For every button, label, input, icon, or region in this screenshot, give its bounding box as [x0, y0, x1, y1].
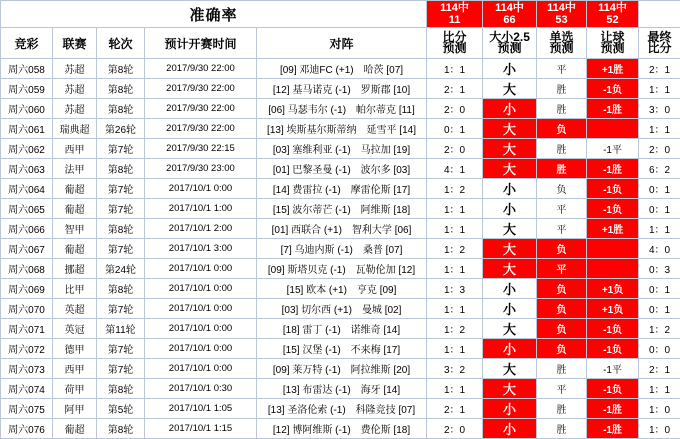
- row-single-prediction: 平: [537, 199, 587, 219]
- row-home-team: [01] 巴黎圣曼 (-1): [273, 165, 351, 176]
- row-final-score: 1：1: [639, 79, 680, 99]
- row-matchup: [257, 419, 427, 439]
- row-handicap-prediction: -1胜: [587, 99, 639, 119]
- col-header-single-prediction: [537, 28, 587, 59]
- col-header-handicap-prediction-line1: 让球: [587, 32, 638, 43]
- row-final-score: 0：1: [639, 179, 680, 199]
- row-id: 周六059: [1, 79, 53, 99]
- row-league: 西甲: [53, 359, 97, 379]
- col-header-league: 联赛: [53, 28, 97, 59]
- row-matchup: [257, 199, 427, 219]
- row-league: 德甲: [53, 339, 97, 359]
- row-league: 荷甲: [53, 379, 97, 399]
- row-home-team: [12] 基马诺克 (-1): [273, 85, 351, 96]
- row-away-team: 桑普 [07]: [363, 245, 402, 256]
- row-ou-prediction: 小: [483, 179, 537, 199]
- row-round: 第24轮: [97, 259, 145, 279]
- row-id: 周六063: [1, 159, 53, 179]
- row-matchup: [257, 359, 427, 379]
- row-time: 2017/10/1 0:00: [145, 259, 257, 279]
- row-handicap-prediction: -1负: [587, 379, 639, 399]
- row-handicap-prediction: -1胜: [587, 159, 639, 179]
- row-matchup: [257, 179, 427, 199]
- row-round: 第7轮: [97, 179, 145, 199]
- row-round: 第5轮: [97, 399, 145, 419]
- row-home-team: [09] 斯塔贝克 (-1): [268, 265, 346, 276]
- row-score-prediction: 1：2: [427, 179, 483, 199]
- accuracy-block-2-line2: 66: [483, 14, 536, 26]
- row-time: 2017/10/1 1:15: [145, 419, 257, 439]
- row-time: 2017/10/1 0:00: [145, 339, 257, 359]
- row-league: 西甲: [53, 139, 97, 159]
- row-round: 第26轮: [97, 119, 145, 139]
- row-handicap-prediction: -1负: [587, 79, 639, 99]
- accuracy-block-3: [537, 1, 587, 28]
- row-id: 周六065: [1, 199, 53, 219]
- row-id: 周六061: [1, 119, 53, 139]
- row-ou-prediction: 小: [483, 299, 537, 319]
- col-header-score-prediction-line1: 比分: [427, 32, 482, 43]
- row-handicap-prediction: -1负: [587, 199, 639, 219]
- row-round: 第8轮: [97, 419, 145, 439]
- col-header-single-prediction-line2: 预测: [537, 43, 586, 54]
- row-away-team: 费伦斯 [18]: [361, 425, 410, 436]
- row-handicap-prediction: -1负: [587, 179, 639, 199]
- row-round: 第8轮: [97, 59, 145, 79]
- row-away-team: 延雪平 [14]: [367, 125, 416, 136]
- accuracy-block-1-line2: 11: [427, 14, 482, 26]
- row-single-prediction: 负: [537, 119, 587, 139]
- row-league: 英超: [53, 299, 97, 319]
- row-id: 周六058: [1, 59, 53, 79]
- row-league: 葡超: [53, 199, 97, 219]
- row-away-team: 不来梅 [17]: [351, 345, 400, 356]
- row-score-prediction: 2：0: [427, 139, 483, 159]
- row-time: 2017/10/1 0:00: [145, 319, 257, 339]
- row-time: 2017/9/30 22:15: [145, 139, 257, 159]
- row-single-prediction: 平: [537, 259, 587, 279]
- row-round: 第7轮: [97, 339, 145, 359]
- row-time: 2017/10/1 0:00: [145, 279, 257, 299]
- row-ou-prediction: 大: [483, 319, 537, 339]
- row-id: 周六074: [1, 379, 53, 399]
- row-time: 2017/10/1 3:00: [145, 239, 257, 259]
- row-away-team: 哈茨 [07]: [364, 65, 403, 76]
- row-away-team: 阿维斯 [18]: [361, 205, 410, 216]
- row-id: 周六067: [1, 239, 53, 259]
- row-league: 葡超: [53, 419, 97, 439]
- accuracy-block-4-line2: 52: [587, 14, 638, 26]
- row-away-team: 波尔多 [03]: [361, 165, 410, 176]
- row-time: 2017/10/1 1:00: [145, 199, 257, 219]
- accuracy-block-2-line1: 114中: [483, 2, 536, 14]
- table-row[interactable]: [1, 119, 680, 139]
- accuracy-block-1-line1: 114中: [427, 2, 482, 14]
- row-matchup: [257, 279, 427, 299]
- row-time: 2017/9/30 22:00: [145, 99, 257, 119]
- row-away-team: 曼城 [02]: [362, 305, 401, 316]
- header-columns-row: [1, 28, 680, 59]
- table-row[interactable]: [1, 59, 680, 79]
- row-id: 周六072: [1, 339, 53, 359]
- col-header-time: 预计开赛时间: [145, 28, 257, 59]
- row-handicap-prediction: -1胜: [587, 399, 639, 419]
- row-final-score: 1：2: [639, 319, 680, 339]
- row-home-team: [12] 博阿维斯 (-1): [273, 425, 351, 436]
- row-handicap-prediction: +1胜: [587, 219, 639, 239]
- accuracy-block-4: [587, 1, 639, 28]
- table-row[interactable]: [1, 199, 680, 219]
- row-round: 第7轮: [97, 199, 145, 219]
- row-time: 2017/10/1 0:00: [145, 359, 257, 379]
- table-row[interactable]: [1, 219, 680, 239]
- row-matchup: [257, 59, 427, 79]
- row-matchup: [257, 79, 427, 99]
- row-score-prediction: 3：2: [427, 359, 483, 379]
- row-matchup: [257, 239, 427, 259]
- row-score-prediction: 2：1: [427, 79, 483, 99]
- row-final-score: 1：1: [639, 119, 680, 139]
- row-home-team: [13] 布雷达 (-1): [283, 385, 351, 396]
- row-round: 第7轮: [97, 359, 145, 379]
- row-handicap-prediction: +1胜: [587, 59, 639, 79]
- row-league: 苏超: [53, 79, 97, 99]
- row-score-prediction: 1：1: [427, 199, 483, 219]
- row-round: 第8轮: [97, 279, 145, 299]
- col-header-final-score-line1: 最终: [639, 32, 680, 43]
- row-id: 周六070: [1, 299, 53, 319]
- row-round: 第11轮: [97, 319, 145, 339]
- row-ou-prediction: 小: [483, 419, 537, 439]
- row-score-prediction: 1：1: [427, 339, 483, 359]
- row-matchup: [257, 399, 427, 419]
- row-matchup: [257, 139, 427, 159]
- row-matchup: [257, 299, 427, 319]
- row-league: 阿甲: [53, 399, 97, 419]
- row-ou-prediction: 大: [483, 259, 537, 279]
- row-final-score: 2：1: [639, 59, 680, 79]
- row-single-prediction: 平: [537, 219, 587, 239]
- accuracy-block-3-line1: 114中: [537, 2, 586, 14]
- row-ou-prediction: 小: [483, 199, 537, 219]
- row-score-prediction: 2：1: [427, 399, 483, 419]
- row-single-prediction: 胜: [537, 419, 587, 439]
- row-home-team: [03] 塞维利亚 (-1): [273, 145, 351, 156]
- row-matchup: [257, 159, 427, 179]
- row-round: 第7轮: [97, 299, 145, 319]
- row-away-team: 马拉加 [19]: [361, 145, 410, 156]
- col-header-final-score-line2: 比分: [639, 43, 680, 54]
- row-handicap-prediction: [587, 239, 639, 259]
- row-handicap-prediction: +1负: [587, 279, 639, 299]
- row-away-team: 摩雷伦斯 [17]: [351, 185, 410, 196]
- row-id: 周六071: [1, 319, 53, 339]
- table-row[interactable]: [1, 159, 680, 179]
- row-final-score: 4：0: [639, 239, 680, 259]
- table-row[interactable]: [1, 259, 680, 279]
- row-id: 周六064: [1, 179, 53, 199]
- row-round: 第8轮: [97, 79, 145, 99]
- row-ou-prediction: 大: [483, 239, 537, 259]
- row-ou-prediction: 小: [483, 339, 537, 359]
- table-row[interactable]: [1, 359, 680, 379]
- col-header-ou-prediction: [483, 28, 537, 59]
- row-final-score: 1：0: [639, 399, 680, 419]
- row-ou-prediction: 小: [483, 59, 537, 79]
- row-time: 2017/10/1 0:00: [145, 179, 257, 199]
- row-score-prediction: 1：1: [427, 379, 483, 399]
- table-row[interactable]: [1, 139, 680, 159]
- row-away-team: 帕尔蒂克 [11]: [356, 105, 415, 116]
- row-ou-prediction: 小: [483, 399, 537, 419]
- accuracy-block-3-line2: 53: [537, 14, 586, 26]
- row-final-score: 0：0: [639, 339, 680, 359]
- row-league: 苏超: [53, 59, 97, 79]
- col-header-matchup: 对阵: [257, 28, 427, 59]
- row-id: 周六068: [1, 259, 53, 279]
- table-row[interactable]: [1, 79, 680, 99]
- row-single-prediction: 胜: [537, 399, 587, 419]
- row-score-prediction: 1：1: [427, 219, 483, 239]
- row-handicap-prediction: -1平: [587, 359, 639, 379]
- row-away-team: 瓦勒伦加 [12]: [356, 265, 415, 276]
- row-id: 周六069: [1, 279, 53, 299]
- row-score-prediction: 2：0: [427, 99, 483, 119]
- row-matchup: [257, 119, 427, 139]
- table-row[interactable]: [1, 379, 680, 399]
- row-home-team: [7] 乌迪内斯 (-1): [281, 245, 353, 256]
- header-top-row: [1, 1, 680, 28]
- row-single-prediction: 胜: [537, 99, 587, 119]
- row-time: 2017/9/30 22:00: [145, 59, 257, 79]
- row-score-prediction: 1：3: [427, 279, 483, 299]
- col-header-single-prediction-line1: 单选: [537, 32, 586, 43]
- row-score-prediction: 0：1: [427, 119, 483, 139]
- row-home-team: [09] 邓迪FC (+1): [280, 65, 354, 76]
- row-final-score: 1：0: [639, 419, 680, 439]
- row-home-team: [15] 汉堡 (-1): [283, 345, 341, 356]
- row-final-score: 0：1: [639, 199, 680, 219]
- row-league: 智甲: [53, 219, 97, 239]
- page-title: 准确率: [1, 1, 427, 28]
- row-ou-prediction: 大: [483, 139, 537, 159]
- row-final-score: 2：0: [639, 139, 680, 159]
- row-final-score: 6：2: [639, 159, 680, 179]
- row-time: 2017/10/1 2:00: [145, 219, 257, 239]
- row-league: 比甲: [53, 279, 97, 299]
- table-row[interactable]: [1, 99, 680, 119]
- table-row[interactable]: [1, 279, 680, 299]
- row-single-prediction: 负: [537, 179, 587, 199]
- row-final-score: 0：3: [639, 259, 680, 279]
- accuracy-block-4-line1: 114中: [587, 2, 638, 14]
- col-header-final-score: [639, 28, 680, 59]
- row-ou-prediction: 大: [483, 119, 537, 139]
- table-row[interactable]: [1, 179, 680, 199]
- row-score-prediction: 1：1: [427, 59, 483, 79]
- col-header-ou-prediction-line2: 预测: [483, 43, 536, 54]
- row-home-team: [06] 马瑟韦尔 (-1): [268, 105, 346, 116]
- row-time: 2017/9/30 23:00: [145, 159, 257, 179]
- row-league: 葡超: [53, 179, 97, 199]
- row-score-prediction: 2：0: [427, 419, 483, 439]
- row-round: 第8轮: [97, 99, 145, 119]
- row-score-prediction: 1：1: [427, 299, 483, 319]
- row-handicap-prediction: -1胜: [587, 419, 639, 439]
- row-single-prediction: 负: [537, 339, 587, 359]
- row-score-prediction: 4：1: [427, 159, 483, 179]
- row-away-team: 诺维奇 [14]: [351, 325, 400, 336]
- row-final-score: 0：1: [639, 299, 680, 319]
- col-header-score-prediction: [427, 28, 483, 59]
- row-id: 周六060: [1, 99, 53, 119]
- col-header-jingcai: 竞彩: [1, 28, 53, 59]
- row-final-score: 2：1: [639, 359, 680, 379]
- row-round: 第8轮: [97, 219, 145, 239]
- row-id: 周六066: [1, 219, 53, 239]
- row-final-score: 0：1: [639, 279, 680, 299]
- row-single-prediction: 负: [537, 319, 587, 339]
- row-away-team: 智利大学 [06]: [352, 225, 411, 236]
- table-row[interactable]: [1, 419, 680, 439]
- row-matchup: [257, 259, 427, 279]
- row-ou-prediction: 大: [483, 219, 537, 239]
- col-header-ou-prediction-line1: 大小2.5: [483, 32, 536, 43]
- row-single-prediction: 负: [537, 239, 587, 259]
- row-final-score: 3：0: [639, 99, 680, 119]
- row-league: 英冠: [53, 319, 97, 339]
- row-matchup: [257, 219, 427, 239]
- row-home-team: [15] 欧本 (+1): [287, 285, 347, 296]
- row-matchup: [257, 339, 427, 359]
- row-final-score: 1：1: [639, 379, 680, 399]
- row-id: 周六076: [1, 419, 53, 439]
- row-single-prediction: 平: [537, 59, 587, 79]
- row-home-team: [15] 波尔蒂芒 (-1): [273, 205, 351, 216]
- row-final-score: 1：1: [639, 219, 680, 239]
- table-row[interactable]: [1, 299, 680, 319]
- row-league: 葡超: [53, 239, 97, 259]
- row-away-team: 亨克 [09]: [357, 285, 396, 296]
- row-away-team: 阿拉维斯 [20]: [351, 365, 410, 376]
- row-ou-prediction: 大: [483, 379, 537, 399]
- row-handicap-prediction: +1负: [587, 299, 639, 319]
- accuracy-block-1: [427, 1, 483, 28]
- col-header-handicap-prediction: [587, 28, 639, 59]
- row-round: 第8轮: [97, 379, 145, 399]
- row-home-team: [03] 切尔西 (+1): [282, 305, 352, 316]
- row-round: 第7轮: [97, 239, 145, 259]
- row-single-prediction: 负: [537, 279, 587, 299]
- row-ou-prediction: 小: [483, 99, 537, 119]
- row-home-team: [13] 圣洛伦索 (-1): [268, 405, 346, 416]
- accuracy-block-2: [483, 1, 537, 28]
- row-id: 周六073: [1, 359, 53, 379]
- row-single-prediction: 胜: [537, 359, 587, 379]
- row-time: 2017/10/1 1:05: [145, 399, 257, 419]
- row-home-team: [14] 费雷拉 (-1): [273, 185, 341, 196]
- row-single-prediction: 胜: [537, 139, 587, 159]
- row-ou-prediction: 大: [483, 359, 537, 379]
- row-home-team: [01] 西联合 (+1): [272, 225, 342, 236]
- row-away-team: 科隆竞技 [07]: [356, 405, 415, 416]
- row-handicap-prediction: [587, 259, 639, 279]
- row-home-team: [18] 雷丁 (-1): [283, 325, 341, 336]
- row-single-prediction: 胜: [537, 159, 587, 179]
- row-handicap-prediction: [587, 119, 639, 139]
- row-away-team: 海牙 [14]: [361, 385, 400, 396]
- row-league: 法甲: [53, 159, 97, 179]
- row-time: 2017/9/30 22:00: [145, 79, 257, 99]
- row-league: 瑞典超: [53, 119, 97, 139]
- row-matchup: [257, 379, 427, 399]
- table-row[interactable]: [1, 319, 680, 339]
- row-single-prediction: 胜: [537, 79, 587, 99]
- row-matchup: [257, 319, 427, 339]
- row-handicap-prediction: -1平: [587, 139, 639, 159]
- table-row[interactable]: [1, 399, 680, 419]
- row-round: 第8轮: [97, 159, 145, 179]
- row-league: 挪超: [53, 259, 97, 279]
- row-time: 2017/10/1 0:00: [145, 299, 257, 319]
- header-top-empty: [639, 1, 680, 28]
- row-home-team: [09] 莱万特 (-1): [273, 365, 341, 376]
- row-score-prediction: 1：1: [427, 259, 483, 279]
- row-time: 2017/10/1 0:30: [145, 379, 257, 399]
- row-away-team: 罗斯郡 [10]: [361, 85, 410, 96]
- row-id: 周六075: [1, 399, 53, 419]
- table-row[interactable]: [1, 239, 680, 259]
- row-home-team: [13] 埃斯基尔斯蒂纳: [267, 125, 356, 136]
- row-handicap-prediction: -1负: [587, 319, 639, 339]
- row-id: 周六062: [1, 139, 53, 159]
- row-time: 2017/9/30 22:00: [145, 119, 257, 139]
- row-ou-prediction: 大: [483, 159, 537, 179]
- row-single-prediction: 负: [537, 299, 587, 319]
- row-matchup: [257, 99, 427, 119]
- row-ou-prediction: 小: [483, 279, 537, 299]
- table-row[interactable]: [1, 339, 680, 359]
- row-score-prediction: 1：2: [427, 239, 483, 259]
- col-header-score-prediction-line2: 预测: [427, 43, 482, 54]
- col-header-round: 轮次: [97, 28, 145, 59]
- row-league: 苏超: [53, 99, 97, 119]
- row-round: 第7轮: [97, 139, 145, 159]
- row-handicap-prediction: -1负: [587, 339, 639, 359]
- row-score-prediction: 1：2: [427, 319, 483, 339]
- row-single-prediction: 平: [537, 379, 587, 399]
- row-ou-prediction: 大: [483, 79, 537, 99]
- col-header-handicap-prediction-line2: 预测: [587, 43, 638, 54]
